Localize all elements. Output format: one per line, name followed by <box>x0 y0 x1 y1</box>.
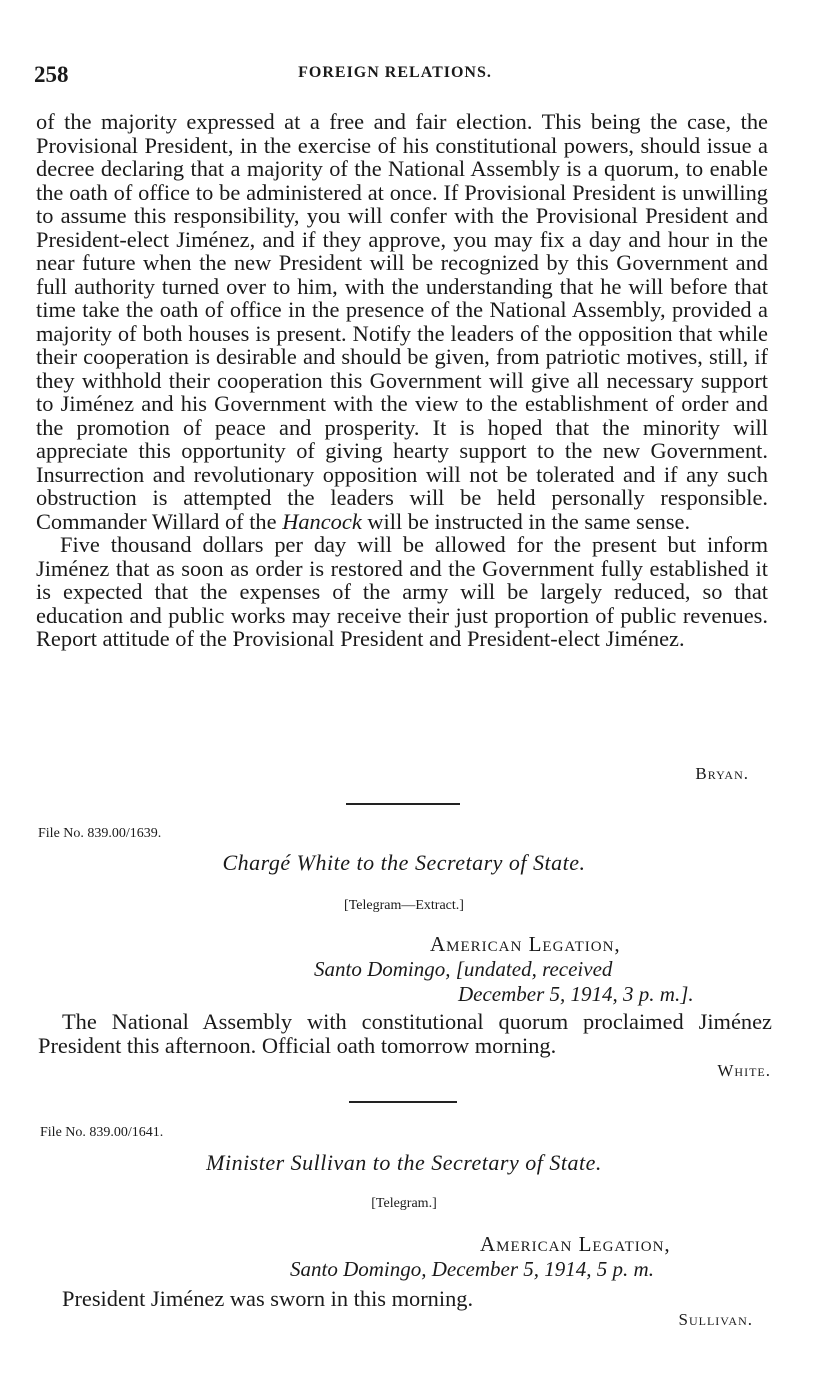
document-heading: Minister Sullivan to the Secretary of State. <box>206 1150 602 1175</box>
message-paragraph: President Jiménez was sworn in this morning. <box>62 1286 474 1311</box>
city-date: Santo Domingo, December 5, 1914, 5 p. m. <box>290 1257 654 1281</box>
paragraph-1-part-2: will be instructed in the same sense. <box>367 508 691 534</box>
signature-white: White. <box>717 1061 771 1080</box>
divider-rule <box>346 803 460 805</box>
city-name: Santo Domingo, <box>314 957 451 981</box>
document-heading: Chargé White to the Secretary of State. <box>222 850 586 875</box>
divider-rule <box>349 1101 457 1103</box>
message-paragraph: The National Assembly with constitutional quorum proclaimed Jiménez President this afternoon. Official oath tomorrow morning. <box>38 1009 772 1058</box>
message-text <box>38 1010 772 1057</box>
legation-line <box>480 1232 671 1257</box>
paragraph-1 <box>36 110 768 533</box>
telegram-label: [Telegram—Extract.] <box>344 898 464 913</box>
legation-line <box>430 932 621 957</box>
telegram-label: [Telegram.] <box>371 1196 437 1211</box>
date-line <box>290 1257 654 1282</box>
date-part-2: December 5, 1914, 3 p. m.]. <box>458 982 694 1006</box>
legation-name: American Legation, <box>430 932 621 956</box>
paragraph-2: Five thousand dollars per day will be allowed for the present but inform Jiménez that as soon as order is restored and the Government fully established it is expected that the expenses of the army will be largely reduced, so that education and public works may receive their just proportion of public revenues. Report attitude of the Provisional President and President-elect Jiménez. <box>36 532 768 651</box>
legation-name: American Legation, <box>480 1232 671 1256</box>
page-number: 258 <box>34 62 69 87</box>
running-title: FOREIGN RELATIONS. <box>298 64 492 81</box>
file-number: File No. 839.00/1641. <box>40 1125 164 1140</box>
date-part-1: [undated, received <box>455 957 613 981</box>
signature-sullivan: Sullivan. <box>678 1310 753 1329</box>
date-line-1 <box>314 957 612 982</box>
paragraph-1-part-1: of the majority expressed at a free and fair election. This being the case, the Provisional President, in the exercise of his constitutional powers, should issue a decree declaring that a majority of the National Assembly is a quorum, to enable the oath of office to be administered at once. If Provisional President is unwilling to assume this responsibility, you will confer with the Provisional President and President-elect Jiménez, and if they approve, you may fix a day and hour in the near future when the new President will be recognized by this Government and full authority turned over to him, with the understanding that he will before that time take the oath of office in the presence of the National Assembly, provided a majority of both houses is present. Notify the leaders of the opposition that while their cooperation is desirable and should be given, from patriotic motives, still, if they withhold their cooperation this Government will give all necessary support to Jiménez and his Government with the view to the establishment of order and the promotion of peace and prosperity. It is hoped that the minority will appreciate this opportunity of giving hearty support to the new Government. Insurrection and revolutionary opposition will not be tolerated and if any such obstruction is attempted the leaders will be held personally responsible. Commander Willard of the <box>36 109 768 534</box>
message-text <box>62 1287 782 1311</box>
ship-name: Hancock <box>282 508 362 534</box>
file-number: File No. 839.00/1639. <box>38 826 162 841</box>
signature-bryan: Bryan. <box>695 764 749 783</box>
date-line-2 <box>458 982 694 1007</box>
continuation-text <box>36 110 768 651</box>
